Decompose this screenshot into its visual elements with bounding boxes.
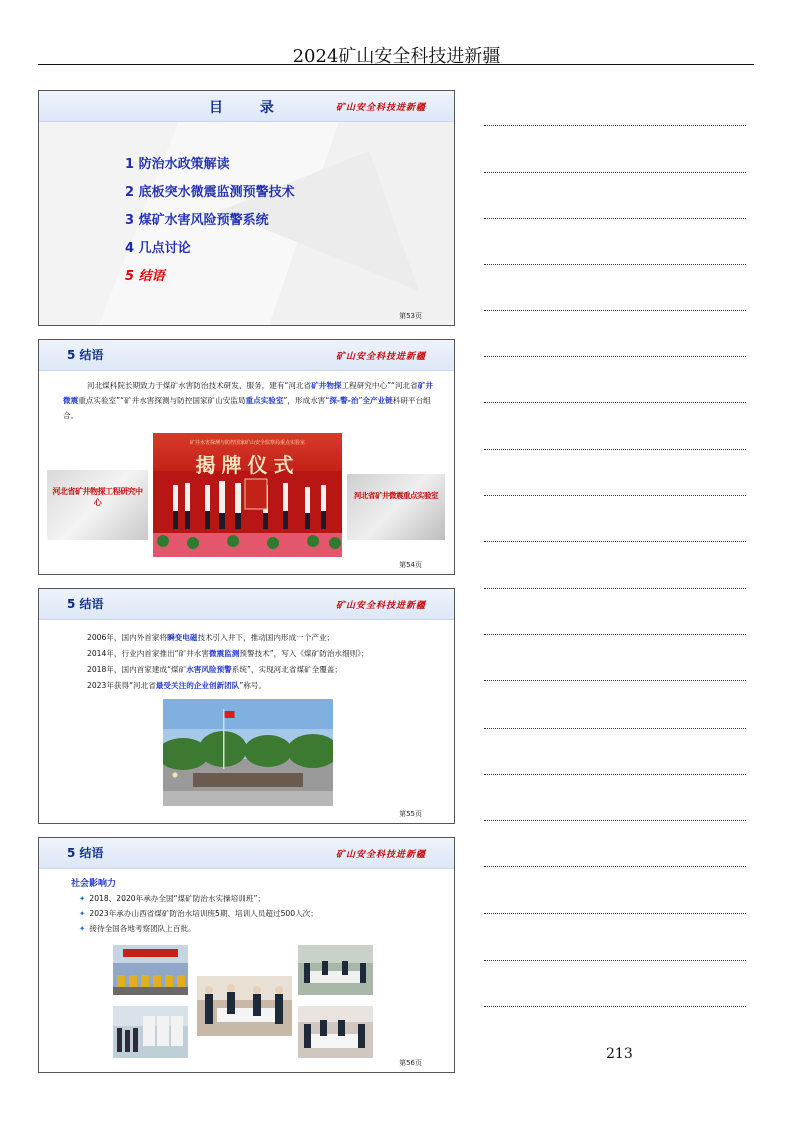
plaque-text-right: 河北省矿井微震重点实验室 (354, 491, 438, 500)
slide-title: 5 结语 (67, 348, 104, 362)
ceremony-people (153, 433, 342, 557)
slide-page-number: 第56页 (399, 1059, 422, 1067)
slide-header (39, 91, 454, 122)
note-line (484, 588, 746, 589)
note-line (484, 172, 746, 173)
note-line (484, 728, 746, 729)
toc-item-1: 1 防治水政策解读 (125, 157, 230, 172)
training-photo-4 (298, 945, 373, 995)
note-line (484, 960, 746, 961)
page-header-title: 2024矿山安全科技进新疆 (292, 46, 501, 67)
note-line (484, 634, 746, 635)
slide-page-number: 第55页 (399, 810, 422, 818)
slide-54 (38, 339, 455, 575)
slide-background (39, 91, 454, 325)
note-line (484, 449, 746, 450)
slide-title: 5 结语 (67, 846, 104, 860)
brand-text: 矿山安全科技进新疆 (335, 103, 426, 113)
note-line (484, 541, 746, 542)
slide-title: 5 结语 (67, 597, 104, 611)
training-photo-1 (113, 945, 188, 995)
bullet-diamond-icon: ✦ (79, 909, 86, 918)
slide-page-number: 第54页 (399, 561, 422, 569)
milestone-line-2: 2014年，行业内首家推出“矿井水害微震监测预警技术”，写入《煤矿防治水细则》； (87, 649, 369, 658)
campus-photo (163, 699, 333, 806)
note-line (484, 356, 746, 357)
slide-56 (38, 837, 455, 1073)
note-line (484, 1006, 746, 1007)
note-line (484, 774, 746, 775)
plaque-photo-right (347, 474, 445, 540)
bullet-item-1: ✦ 2018、2020年承办全国“煤矿防治水实操培训班”； (79, 894, 265, 903)
slide-header (39, 838, 454, 869)
training-photo-3 (197, 976, 292, 1036)
slide-header (39, 340, 454, 371)
slide-header (39, 589, 454, 620)
slide-title: 目 录 (209, 100, 290, 116)
note-line (484, 680, 746, 681)
milestone-line-1: 2006年，国内外首家将瞬变电磁技术引入井下，推动国内形成一个产业； (87, 633, 335, 642)
banner-top-text: 矿井水害探测与防控国家矿山安全监察局重点实验室 (189, 440, 305, 446)
ceremony-photo (153, 433, 342, 557)
note-line (484, 913, 746, 914)
milestone-line-3: 2018年，国内首家建成“煤矿水害风险预警系统”，实现河北省煤矿全覆盖； (87, 665, 343, 674)
bullet-item-2: ✦ 2023年承办山西省煤矿防治水培训班5期、培训人员超过500人次； (79, 909, 318, 918)
slide-subheading: 社会影响力 (71, 879, 117, 889)
note-line (484, 495, 746, 496)
banner-main-text: 揭牌仪式 (195, 453, 300, 477)
note-line (484, 125, 746, 126)
note-line (484, 402, 746, 403)
bullet-diamond-icon: ✦ (79, 924, 86, 933)
toc-item-4: 4 几点讨论 (125, 241, 191, 256)
slide-page-number: 第53页 (399, 312, 422, 320)
toc-item-2: 2 底板突水微震监测预警技术 (125, 185, 295, 200)
slide-paragraph: 河北煤科院长期致力于煤矿水害防治技术研发、服务，建有“河北省矿井物探工程研究中心”“河北省矿井微震重点实验室”“矿井水害探测与防控国家矿山安监局重点实验室”，形成水害“探-警-治”全产业链科研平台组合。 (63, 381, 433, 420)
training-photo-5 (298, 1006, 373, 1058)
training-photo-2 (113, 1006, 188, 1058)
note-line (484, 310, 746, 311)
plaque-photo-left (47, 470, 148, 540)
milestone-line-4: 2023年获得“河北省最受关注的企业创新团队”称号。 (87, 681, 267, 690)
bullet-item-3: ✦ 接待全国各地考察团队上百批。 (79, 924, 196, 933)
toc-item-3: 3 煤矿水害风险预警系统 (125, 213, 269, 228)
brand-text: 矿山安全科技进新疆 (335, 352, 426, 362)
note-line (484, 218, 746, 219)
toc-item-5: 5 结语 (125, 269, 165, 284)
brand-text: 矿山安全科技进新疆 (335, 601, 426, 611)
bullet-diamond-icon: ✦ (79, 894, 86, 903)
brand-text: 矿山安全科技进新疆 (335, 850, 426, 860)
note-line (484, 264, 746, 265)
note-line (484, 866, 746, 867)
note-line (484, 820, 746, 821)
page-number: 213 (606, 1046, 633, 1062)
slide-55 (38, 588, 455, 824)
header-rule (38, 64, 754, 65)
plaque-text-left: 河北省矿井物探工程研究中心 (52, 487, 143, 507)
slide-toc (38, 90, 455, 326)
